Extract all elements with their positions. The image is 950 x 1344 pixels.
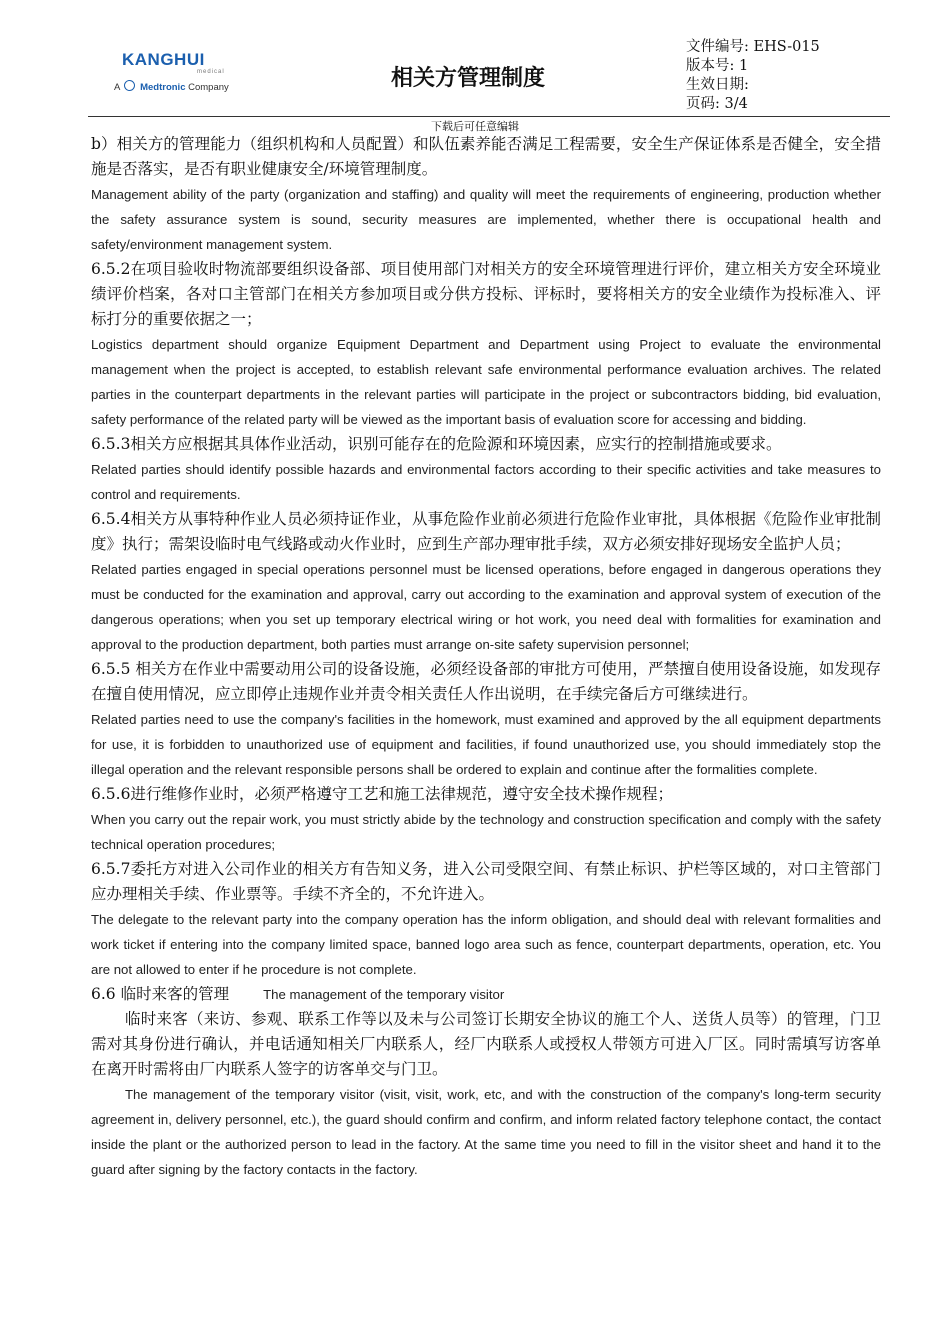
- paragraph-66-cn: 临时来客（来访、参观、联系工作等以及未与公司签订长期安全协议的施工个人、送货人员等）的管理，门卫需对其身份进行确认，并电话通知相关厂内联系人，经厂内联系人或授权人带领方可进入厂区。同时需填写访客单在离开时需将由厂内联系人签字的访客单交与门卫。: [91, 1010, 881, 1078]
- logo-wordmark: KANGHUI: [122, 50, 205, 69]
- header-divider: [88, 116, 890, 117]
- logo-tagline-prefix: A: [114, 82, 120, 93]
- paragraph-655-en: Related parties need to use the company's facilities in the homework, must examined and approved by the all equipment departments for use, it is forbidden to unauthorized use of equipment and facilities, if found unauthorized use, you should immediately stop the illegal operation and the relevant responsible persons shall be ordered to explain and continue after the formalities complete.: [91, 712, 881, 777]
- paragraph-652-cn: 6.5.2在项目验收时物流部要组织设备部、项目使用部门对相关方的安全环境管理进行评价，建立相关方安全环境业绩评价档案，各对口主管部门在相关方参加项目或分供方投标、评标时，要将相关方的安全业绩作为投标准入、评标打分的重要依据之一；: [91, 260, 881, 328]
- paragraph-656-cn: 6.5.6进行维修作业时，必须严格遵守工艺和施工法律规范，遵守安全技术操作规程；: [91, 785, 673, 803]
- logo-tagline-suffix: Company: [188, 82, 229, 93]
- section-66-title-en: The management of the temporary visitor: [263, 987, 505, 1002]
- download-note: 下载后可任意编辑: [431, 120, 519, 133]
- document-title: 相关方管理制度: [391, 66, 546, 91]
- doc-number: 文件编号: EHS-015: [686, 39, 820, 55]
- paragraph-657-cn: 6.5.7委托方对进入公司作业的相关方有告知义务，进入公司受限空间、有禁止标识、护栏等区域的，对口主管部门应办理相关手续、作业票等。手续不齐全的，不允许进入。: [91, 860, 881, 903]
- paragraph-652-en: Logistics department should organize Equipment Department and Department using Project to evaluate the environmental management when the project is accepted, to establish relevant safe environmental performance evaluation archives. The related parties in the counterpart departments in the relevant parties will participate in the project or subcontractors bidding, bid evaluation, safety performance of the related party will be viewed as the important basis of evaluation score for accessing and bidding.: [91, 337, 881, 427]
- paragraph-655-cn: 6.5.5 相关方在作业中需要动用公司的设备设施，必须经设备部的审批方可使用，严禁擅自使用设备设施，如发现存在擅自使用情况，应立即停止违规作业并责令相关责任人作出说明，在手续完备后方可继续进行。: [91, 660, 881, 703]
- paragraph-654-cn: 6.5.4相关方从事特种作业人员必须持证作业，从事危险作业前必须进行危险作业审批，具体根据《危险作业审批制度》执行；需架设临时电气线路或动火作业时，应到生产部办理审批手续，双方必须安排好现场安全监护人员；: [91, 510, 881, 553]
- version-number: 版本号: 1: [686, 58, 749, 74]
- effective-date: 生效日期:: [686, 77, 749, 93]
- logo-subword: medical: [197, 69, 225, 75]
- document-body: [91, 132, 881, 1182]
- paragraph-653-cn: 6.5.3相关方应根据其具体作业活动，识别可能存在的危险源和环境因素，应实行的控制措施或要求。: [91, 435, 782, 453]
- paragraph-b-cn: b）相关方的管理能力（组织机构和人员配置）和队伍素养能否满足工程需要，安全生产保证体系是否健全，安全措施是否落实，是否有职业健康安全/环境管理制度。: [91, 135, 881, 178]
- paragraph-656-en: When you carry out the repair work, you must strictly abide by the technology and construction specification and comply with the safety technical operation procedures;: [91, 812, 881, 852]
- paragraph-b-en: Management ability of the party (organization and staffing) and quality will meet the requirements of engineering, production whether the safety assurance system is sound, security measures are implemented, whether there is occupational health and safety/environment management system.: [91, 187, 881, 252]
- medtronic-icon: [124, 80, 135, 91]
- page-header: [0, 0, 950, 133]
- paragraph-653-en: Related parties should identify possible hazards and environmental factors according to their specific activities and take measures to control and requirements.: [91, 462, 881, 502]
- page-number: 页码: 3/4: [686, 96, 748, 112]
- section-66-heading: [91, 982, 881, 1007]
- paragraph-654-en: Related parties engaged in special operations personnel must be licensed operations, before engaged in dangerous operations they must be conducted for the examination and approval, carry out according to the examination and approval system of execution of the dangerous operations; when you set up temporary electrical wiring or hot work, you need deal with formalities for examination and approval to the production department, both parties must arrange on-site safety supervision personnel;: [91, 562, 881, 652]
- logo-tagline-brand: Medtronic: [140, 82, 186, 93]
- document-meta: [686, 38, 820, 114]
- logo-tagline: [114, 80, 229, 93]
- company-logo: [112, 50, 252, 100]
- paragraph-657-en: The delegate to the relevant party into the company operation has the inform obligation, and should deal with relevant formalities and work ticket if entering into the company limited space, banned logo area such as fence, counterpart departments, operation, etc. You are not allowed to enter if he procedure is not complete.: [91, 912, 881, 977]
- section-66-title-cn: 6.6 临时来客的管理: [91, 985, 230, 1003]
- paragraph-66-en: The management of the temporary visitor (visit, visit, work, etc, and with the construction of the company's long-term security agreement in, delivery personnel, etc.), the guard should confirm and confirm, and inform related factory telephone contact, the contact inside the plant or the authorized person to lead in the factory. At the same time you need to fill in the visitor sheet and hand it to the guard after signing by the factory contacts in the factory.: [91, 1087, 881, 1177]
